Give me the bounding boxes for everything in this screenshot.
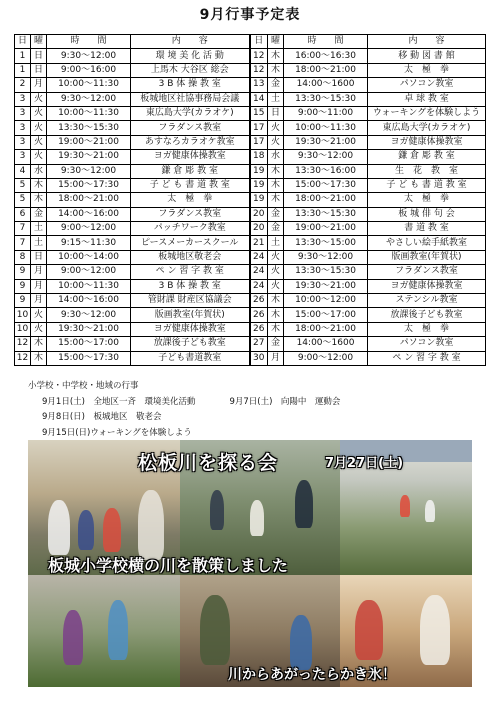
cell-day: 10	[15, 308, 31, 322]
cell-weekday: 木	[31, 351, 47, 365]
schedule-row	[15, 337, 486, 351]
cell-time: 9:30〜12:00	[284, 150, 368, 164]
cell-day: 12	[15, 351, 31, 365]
cell-content: 書 道 教 室	[368, 222, 486, 236]
cell-weekday: 土	[268, 92, 284, 106]
cell-weekday: 土	[268, 236, 284, 250]
cell-time: 10:00〜11:30	[47, 78, 131, 92]
cell-content: 生 花 教 室	[368, 164, 486, 178]
photo-caption-ice: 川からあがったらかき氷！	[228, 667, 396, 683]
schedule-row	[15, 294, 486, 308]
cell-time: 15:00〜17:00	[284, 308, 368, 322]
cell-content: 子ども書道教室	[131, 351, 250, 365]
cell-weekday: 火	[268, 265, 284, 279]
event-item: 9月1日(土) 全地区一斉 環境美化活動	[42, 396, 196, 407]
schedule-row	[15, 279, 486, 293]
cell-time: 18:00〜21:00	[284, 322, 368, 336]
schedule-row	[15, 222, 486, 236]
cell-time: 18:00〜21:00	[47, 193, 131, 207]
schedule-row	[15, 63, 486, 77]
header-day: 日	[15, 35, 31, 49]
schedule-row	[15, 78, 486, 92]
cell-weekday: 木	[31, 337, 47, 351]
cell-weekday: 木	[268, 63, 284, 77]
cell-weekday: 木	[268, 49, 284, 63]
cell-weekday: 木	[268, 193, 284, 207]
cell-day: 17	[250, 135, 268, 149]
cell-content: フラダンス教室	[131, 207, 250, 221]
cell-content: パソコン教室	[368, 78, 486, 92]
cell-weekday: 金	[268, 222, 284, 236]
cell-content: 環 境 美 化 活 動	[131, 49, 250, 63]
cell-time: 13:30〜15:30	[47, 121, 131, 135]
cell-weekday: 火	[268, 135, 284, 149]
cell-time: 9:30〜12:00	[284, 250, 368, 264]
cell-time: 10:00〜11:30	[47, 106, 131, 120]
cell-day: 5	[15, 178, 31, 192]
cell-content: 板城地区敬老会	[131, 250, 250, 264]
cell-day: 12	[250, 49, 268, 63]
cell-content: 太 極 拳	[368, 63, 486, 77]
cell-content: 3 B 体 操 教 室	[131, 279, 250, 293]
cell-weekday: 日	[31, 49, 47, 63]
schedule-row	[15, 193, 486, 207]
cell-day: 6	[15, 207, 31, 221]
schedule-row	[15, 135, 486, 149]
cell-weekday: 木	[31, 178, 47, 192]
cell-time: 19:00〜21:00	[284, 222, 368, 236]
cell-time: 19:30〜21:00	[284, 279, 368, 293]
cell-content: ピースメーカースクール	[131, 236, 250, 250]
schedule-row	[15, 308, 486, 322]
cell-day: 26	[250, 294, 268, 308]
schedule-row	[15, 92, 486, 106]
cell-day: 10	[15, 322, 31, 336]
events-heading: 小学校・中学校・地域の行事	[28, 381, 139, 391]
cell-content: 板城地区社協事務局会議	[131, 92, 250, 106]
cell-time: 13:30〜15:30	[284, 207, 368, 221]
cell-day: 9	[15, 265, 31, 279]
cell-content: 東広島大学(カラオケ)	[131, 106, 250, 120]
cell-weekday: 金	[268, 78, 284, 92]
cell-time: 9:00〜12:00	[47, 265, 131, 279]
cell-time: 9:30〜12:00	[47, 92, 131, 106]
cell-content: パソコン教室	[368, 337, 486, 351]
cell-content: 板 城 俳 句 会	[368, 207, 486, 221]
cell-content: ステンシル教室	[368, 294, 486, 308]
cell-time: 18:00〜21:00	[284, 193, 368, 207]
cell-content: 版画教室(年賀状)	[131, 308, 250, 322]
cell-content: 太 極 拳	[368, 193, 486, 207]
cell-time: 10:00〜11:30	[284, 121, 368, 135]
cell-weekday: 木	[268, 322, 284, 336]
event-row	[28, 426, 488, 442]
schedule-row	[15, 250, 486, 264]
cell-time: 19:30〜21:00	[47, 322, 131, 336]
photo-caption-title: 松板川を探る会	[138, 452, 279, 474]
photo-caption-walk: 板城小学校横の川を散策しました	[48, 556, 289, 575]
cell-time: 19:30〜21:00	[284, 135, 368, 149]
cell-day: 15	[250, 106, 268, 120]
cell-content: 上馬木 大谷区 総会	[131, 63, 250, 77]
cell-content: ヨガ健康体操教室	[368, 135, 486, 149]
photo-girls-stream	[28, 575, 180, 687]
cell-day: 13	[250, 78, 268, 92]
cell-content: 東広島大学(カラオケ)	[368, 121, 486, 135]
cell-time: 19:00〜21:00	[47, 135, 131, 149]
cell-time: 9:30〜12:00	[47, 49, 131, 63]
schedule-row	[15, 49, 486, 63]
page-title: 9月行事予定表	[199, 7, 301, 23]
cell-weekday: 火	[268, 250, 284, 264]
cell-time: 9:00〜12:00	[284, 351, 368, 365]
cell-day: 3	[15, 106, 31, 120]
cell-content: あすなろカラオケ教室	[131, 135, 250, 149]
cell-day: 20	[250, 222, 268, 236]
cell-day: 26	[250, 308, 268, 322]
schedule-row	[15, 150, 486, 164]
cell-content: 移 動 図 書 館	[368, 49, 486, 63]
cell-content: 管財課 財産区協議会	[131, 294, 250, 308]
cell-content: 鎌 倉 彫 教 室	[131, 164, 250, 178]
schedule-row	[15, 265, 486, 279]
cell-weekday: 土	[31, 236, 47, 250]
cell-time: 10:00〜12:00	[284, 294, 368, 308]
cell-weekday: 火	[31, 322, 47, 336]
cell-time: 15:00〜17:30	[284, 178, 368, 192]
cell-content: フラダンス教室	[131, 121, 250, 135]
cell-day: 19	[250, 193, 268, 207]
cell-time: 9:15〜11:30	[47, 236, 131, 250]
cell-weekday: 木	[31, 193, 47, 207]
cell-time: 9:00〜16:00	[47, 63, 131, 77]
cell-content: 卓 球 教 室	[368, 92, 486, 106]
event-item: 9月7日(土) 向陽中 運動会	[229, 396, 341, 407]
cell-time: 14:00〜16:00	[47, 294, 131, 308]
schedule-row	[15, 207, 486, 221]
cell-weekday: 水	[268, 150, 284, 164]
cell-time: 15:00〜17:00	[47, 337, 131, 351]
cell-time: 13:30〜16:00	[284, 164, 368, 178]
header-time: 時 間	[47, 35, 131, 49]
cell-content: やさしい絵手紙教室	[368, 236, 486, 250]
cell-time: 15:00〜17:30	[47, 351, 131, 365]
cell-content: 太 極 拳	[131, 193, 250, 207]
community-events	[28, 379, 488, 441]
cell-weekday: 月	[31, 265, 47, 279]
cell-weekday: 木	[268, 294, 284, 308]
cell-time: 15:00〜17:30	[47, 178, 131, 192]
cell-weekday: 日	[268, 106, 284, 120]
cell-day: 24	[250, 279, 268, 293]
cell-day: 1	[15, 49, 31, 63]
schedule-row	[15, 351, 486, 365]
cell-weekday: 土	[31, 222, 47, 236]
cell-content: 太 極 拳	[368, 322, 486, 336]
cell-weekday: 月	[31, 279, 47, 293]
cell-day: 30	[250, 351, 268, 365]
cell-day: 27	[250, 337, 268, 351]
cell-time: 14:00〜16:00	[47, 207, 131, 221]
cell-time: 19:30〜21:00	[47, 150, 131, 164]
cell-day: 17	[250, 121, 268, 135]
event-item: 9月15日(日)ウォーキングを体験しよう	[42, 427, 192, 438]
cell-day: 24	[250, 265, 268, 279]
cell-content: 子 ど も 書 道 教 室	[368, 178, 486, 192]
cell-content: 版画教室(年賀状)	[368, 250, 486, 264]
cell-weekday: 火	[31, 106, 47, 120]
cell-content: ペ ン 習 字 教 室	[131, 265, 250, 279]
cell-time: 14:00〜1600	[284, 337, 368, 351]
cell-time: 9:00〜11:00	[284, 106, 368, 120]
event-row	[28, 395, 488, 411]
event-item: 9月8日(日) 板城地区 敬老会	[42, 412, 162, 422]
cell-day: 8	[15, 250, 31, 264]
schedule-table	[14, 34, 486, 366]
cell-time: 14:00〜1600	[284, 78, 368, 92]
header-weekday: 曜	[31, 35, 47, 49]
cell-day: 3	[15, 135, 31, 149]
schedule-row	[15, 164, 486, 178]
cell-weekday: 金	[268, 337, 284, 351]
cell-time: 9:30〜12:00	[47, 308, 131, 322]
cell-day: 2	[15, 78, 31, 92]
schedule-row	[15, 236, 486, 250]
cell-content: 子 ど も 書 道 教 室	[131, 178, 250, 192]
header-time: 時 間	[284, 35, 368, 49]
cell-day: 3	[15, 150, 31, 164]
cell-content: ペ ン 習 字 教 室	[368, 351, 486, 365]
header-content: 内 容	[368, 35, 486, 49]
cell-time: 10:00〜14:00	[47, 250, 131, 264]
cell-weekday: 月	[268, 351, 284, 365]
cell-content: 3 B 体 操 教 室	[131, 78, 250, 92]
cell-content: ヨガ健康体操教室	[131, 150, 250, 164]
schedule-row	[15, 121, 486, 135]
cell-weekday: 火	[31, 308, 47, 322]
cell-weekday: 火	[268, 279, 284, 293]
cell-day: 12	[15, 337, 31, 351]
cell-day: 9	[15, 294, 31, 308]
cell-content: 鎌 倉 彫 教 室	[368, 150, 486, 164]
cell-day: 18	[250, 150, 268, 164]
cell-weekday: 火	[31, 121, 47, 135]
cell-time: 9:30〜12:00	[47, 164, 131, 178]
schedule-row	[15, 178, 486, 192]
cell-day: 20	[250, 207, 268, 221]
cell-time: 16:00〜16:30	[284, 49, 368, 63]
cell-time: 13:30〜15:30	[284, 265, 368, 279]
cell-day: 21	[250, 236, 268, 250]
cell-day: 14	[250, 92, 268, 106]
cell-weekday: 月	[31, 294, 47, 308]
schedule-row	[15, 106, 486, 120]
schedule-body	[15, 49, 486, 366]
cell-day: 19	[250, 164, 268, 178]
cell-weekday: 金	[31, 207, 47, 221]
cell-weekday: 水	[31, 164, 47, 178]
cell-weekday: 日	[31, 63, 47, 77]
schedule-header-row	[15, 35, 486, 49]
cell-day: 5	[15, 193, 31, 207]
cell-weekday: 木	[268, 164, 284, 178]
cell-content: 放課後子ども教室	[368, 308, 486, 322]
cell-day: 9	[15, 279, 31, 293]
cell-day: 26	[250, 322, 268, 336]
cell-time: 10:00〜11:30	[47, 279, 131, 293]
cell-time: 9:00〜12:00	[47, 222, 131, 236]
cell-time: 13:30〜15:30	[284, 92, 368, 106]
header-day: 日	[250, 35, 268, 49]
cell-content: ヨガ健康体操教室	[368, 279, 486, 293]
cell-day: 19	[250, 178, 268, 192]
cell-weekday: 木	[268, 178, 284, 192]
header-content: 内 容	[131, 35, 250, 49]
cell-day: 3	[15, 121, 31, 135]
cell-day: 3	[15, 92, 31, 106]
cell-content: フラダンス教室	[368, 265, 486, 279]
cell-weekday: 火	[31, 150, 47, 164]
event-row	[28, 410, 488, 426]
cell-weekday: 木	[268, 308, 284, 322]
cell-weekday: 日	[31, 250, 47, 264]
cell-weekday: 火	[268, 121, 284, 135]
cell-day: 1	[15, 63, 31, 77]
photo-collage	[28, 440, 472, 687]
cell-content: ヨガ健康体操教室	[131, 322, 250, 336]
cell-day: 24	[250, 250, 268, 264]
cell-weekday: 火	[31, 135, 47, 149]
header-weekday: 曜	[268, 35, 284, 49]
schedule-row	[15, 322, 486, 336]
cell-day: 7	[15, 236, 31, 250]
cell-weekday: 火	[31, 92, 47, 106]
cell-time: 18:00〜21:00	[284, 63, 368, 77]
photo-caption-date: 7月27日(土)	[325, 456, 404, 471]
cell-weekday: 金	[268, 207, 284, 221]
cell-content: パッチワーク教室	[131, 222, 250, 236]
cell-weekday: 月	[31, 78, 47, 92]
cell-time: 13:30〜15:00	[284, 236, 368, 250]
cell-day: 4	[15, 164, 31, 178]
cell-day: 7	[15, 222, 31, 236]
cell-content: 放課後子ども教室	[131, 337, 250, 351]
cell-content: ウォーキングを体験しよう	[368, 106, 486, 120]
cell-day: 12	[250, 63, 268, 77]
